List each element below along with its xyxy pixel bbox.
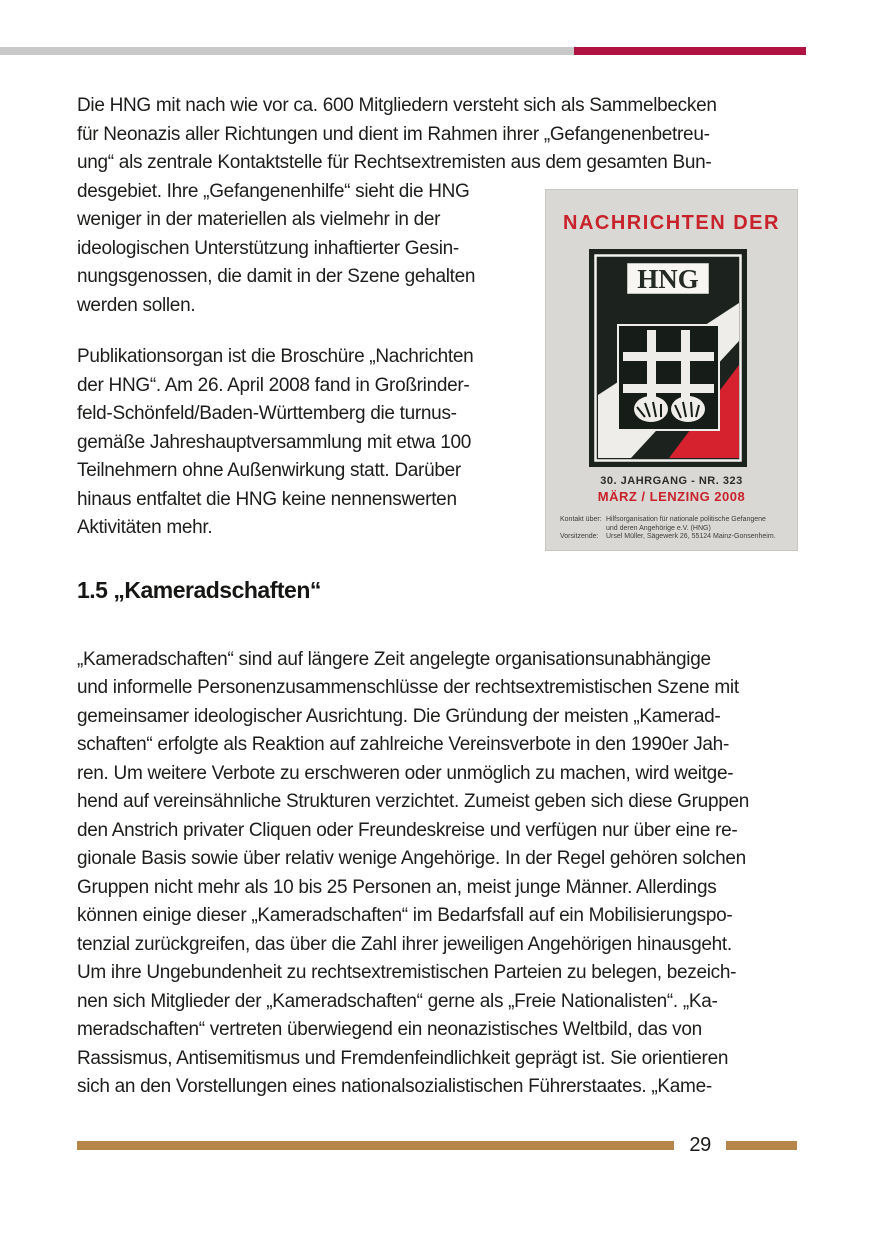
text-line: „Kameradschaften“ sind auf längere Zeit angelegte organisationsunabhängige xyxy=(77,648,711,670)
text-line: tenzial zurückgreifen, das über die Zahl ihrer jeweiligen Angehörigen hinausgeht. xyxy=(77,933,732,955)
text-line: gemeinsamer ideologischer Ausrichtung. Die Gründung der meisten „Kamerad- xyxy=(77,705,721,727)
cover-issue-line: 30. JAHRGANG - NR. 323 xyxy=(600,475,743,487)
text-line: können einige dieser „Kameradschaften“ im Bedarfsfall auf ein Mobilisierungspo- xyxy=(77,905,733,926)
text-line: ren. Um weitere Verbote zu erschweren oder unmöglich zu machen, wird weitge- xyxy=(77,762,734,784)
svg-text:HNG: HNG xyxy=(637,264,699,294)
text-line: Rassismus, Antisemitismus und Fremdenfeindlichkeit geprägt ist. Sie orientieren xyxy=(77,1047,729,1069)
top-rule xyxy=(0,47,806,55)
imprint-chair-label: Vorsitzende: xyxy=(560,533,599,540)
hng-logo-emblem-icon xyxy=(589,249,747,467)
text-line: nen sich Mitglieder der „Kameradschaften“ gerne als „Freie Nationalisten“. „Ka- xyxy=(77,990,718,1012)
page-number: 29 xyxy=(689,1134,711,1156)
text-line: weniger in der materiellen als vielmehr in der xyxy=(77,209,441,230)
text-line: meradschaften“ vertreten überwiegend ein neonazistisches Weltbild, das von xyxy=(77,1019,702,1040)
imprint-row-contact-cont xyxy=(560,525,788,534)
cover-imprint-block xyxy=(560,516,788,542)
text-line: für Neonazis aller Richtungen und dient im Rahmen ihrer „Gefangenenbetreu- xyxy=(77,123,710,145)
footer xyxy=(77,1135,797,1155)
section-heading-kameradschaften: 1.5 „Kameradschaften“ xyxy=(77,576,321,603)
text-line: und informelle Personenzusammenschlüsse der rechtsextremistischen Szene mit xyxy=(77,677,739,698)
text-line: ideologischen Unterstützung inhaftierter Gesin- xyxy=(77,237,459,259)
text-line: Aktivitäten mehr. xyxy=(77,517,213,538)
imprint-chair-value: Ursel Müller, Sägewerk 26, 55124 Mainz-Gonsenheim. xyxy=(606,533,776,540)
text-line: feld-Schönfeld/Baden-Württemberg die turnus- xyxy=(77,403,457,424)
imprint-contact-label: Kontakt über: xyxy=(560,516,602,523)
top-rule-gray-segment xyxy=(0,47,574,55)
imprint-row-chair xyxy=(560,533,788,542)
hng-magazine-cover-image xyxy=(545,189,798,551)
top-rule-red-segment xyxy=(574,47,806,55)
text-line: ung“ als zentrale Kontaktstelle für Rechtsextremisten aus dem gesamten Bun- xyxy=(77,152,712,173)
text-line: den Anstrich privater Cliquen oder Freundeskreise und verfügen nur über eine re- xyxy=(77,819,738,841)
paragraph-kameradschaften xyxy=(77,646,807,1102)
text-line: Um ihre Ungebundenheit zu rechtsextremistischen Parteien zu belegen, bezeich- xyxy=(77,962,737,983)
text-line: nungsgenossen, die damit in der Szene gehalten xyxy=(77,266,476,287)
text-line: Teilnehmern ohne Außenwirkung statt. Darüber xyxy=(77,460,461,481)
text-line: der HNG“. Am 26. April 2008 fand in Großrinder- xyxy=(77,374,470,396)
cover-date-line: MÄRZ / LENZING 2008 xyxy=(597,489,746,504)
text-line: Gruppen nicht mehr als 10 bis 25 Personen an, meist junge Männer. Allerdings xyxy=(77,876,717,898)
imprint-row-contact xyxy=(560,516,788,525)
text-line: hinaus entfaltet die HNG keine nennenswerten xyxy=(77,488,457,510)
text-line: werden sollen. xyxy=(77,294,196,316)
text-line: Die HNG mit nach wie vor ca. 600 Mitgliedern versteht sich als Sammelbecken xyxy=(77,95,717,116)
text-line: schaften“ erfolgte als Reaktion auf zahlreiche Vereinsverbote in den 1990er Jah- xyxy=(77,734,729,755)
cover-masthead-text: NACHRICHTEN DER xyxy=(563,212,780,234)
text-line: desgebiet. Ihre „Gefangenenhilfe“ sieht die HNG xyxy=(77,180,470,202)
text-line: Publikationsorgan ist die Broschüre „Nachrichten xyxy=(77,346,474,367)
text-line: gemäße Jahreshauptversammlung mit etwa 100 xyxy=(77,431,471,453)
imprint-contact-value-line1: Hilfsorganisation für nationale politische Gefangene xyxy=(606,516,766,523)
footer-rule-left-segment xyxy=(77,1141,674,1150)
imprint-contact-value-line2: und deren Angehörige e.V. (HNG) xyxy=(606,524,711,532)
imprint-spacer xyxy=(560,525,606,534)
footer-rule-right-segment xyxy=(726,1141,797,1150)
text-line: sich an den Vorstellungen eines nationalsozialistischen Führerstaates. „Kame- xyxy=(77,1076,712,1097)
text-line: gionale Basis sowie über relativ wenige Angehörige. In der Regel gehören solchen xyxy=(77,848,746,869)
hng-logo xyxy=(589,249,747,472)
text-line: hend auf vereinsähnliche Strukturen verzichtet. Zumeist geben sich diese Gruppen xyxy=(77,791,750,812)
